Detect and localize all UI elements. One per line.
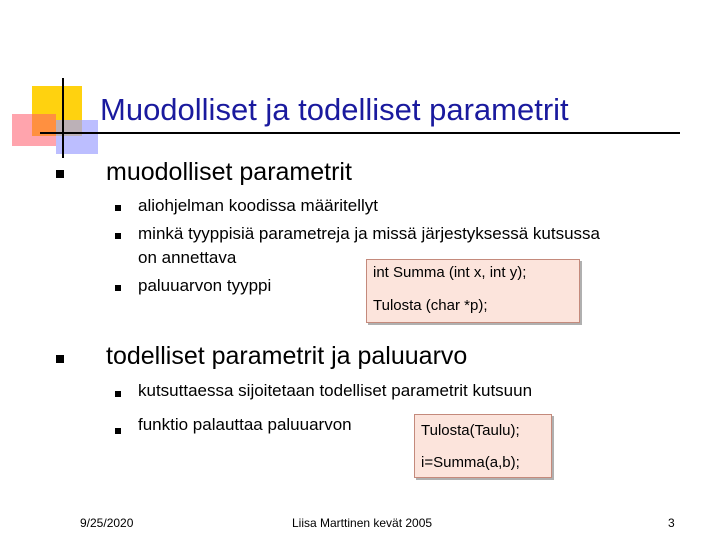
- footer-page-number: 3: [668, 516, 675, 530]
- bullet-square: [115, 285, 121, 291]
- footer-date: 9/25/2020: [80, 516, 134, 530]
- bullet-square: [115, 205, 121, 211]
- list-item-continuation: on annettava: [138, 248, 237, 267]
- slide-title: Muodolliset ja todelliset parametrit: [100, 92, 569, 127]
- bullet-square: [56, 170, 64, 178]
- code-box-calls: [414, 414, 552, 478]
- title-decoration-vertical-line: [62, 78, 64, 158]
- list-item: aliohjelman koodissa määritellyt: [138, 196, 379, 215]
- code-box-declarations: [366, 259, 580, 323]
- title-decoration-red: [12, 114, 56, 146]
- bullet-square: [115, 391, 121, 397]
- code-line: Tulosta(Taulu);: [421, 422, 520, 439]
- bullet-square: [115, 428, 121, 434]
- list-item: minkä tyyppisiä parametreja ja missä järjestyksessä kutsussa: [138, 224, 601, 243]
- bullet-square: [115, 233, 121, 239]
- list-item: paluuarvon tyyppi: [138, 276, 272, 295]
- section-heading-formal: muodolliset parametrit: [106, 158, 352, 186]
- code-line: int Summa (int x, int y);: [373, 264, 527, 281]
- title-underline: [40, 132, 680, 134]
- code-line: Tulosta (char *p);: [373, 297, 488, 314]
- list-item: kutsuttaessa sijoitetaan todelliset parametrit kutsuun: [138, 381, 533, 400]
- section-heading-actual: todelliset parametrit ja paluuarvo: [106, 342, 468, 370]
- code-line: i=Summa(a,b);: [421, 454, 520, 471]
- bullet-square: [56, 355, 64, 363]
- footer-author: Liisa Marttinen kevät 2005: [292, 516, 433, 530]
- list-item: funktio palauttaa paluuarvon: [138, 415, 352, 434]
